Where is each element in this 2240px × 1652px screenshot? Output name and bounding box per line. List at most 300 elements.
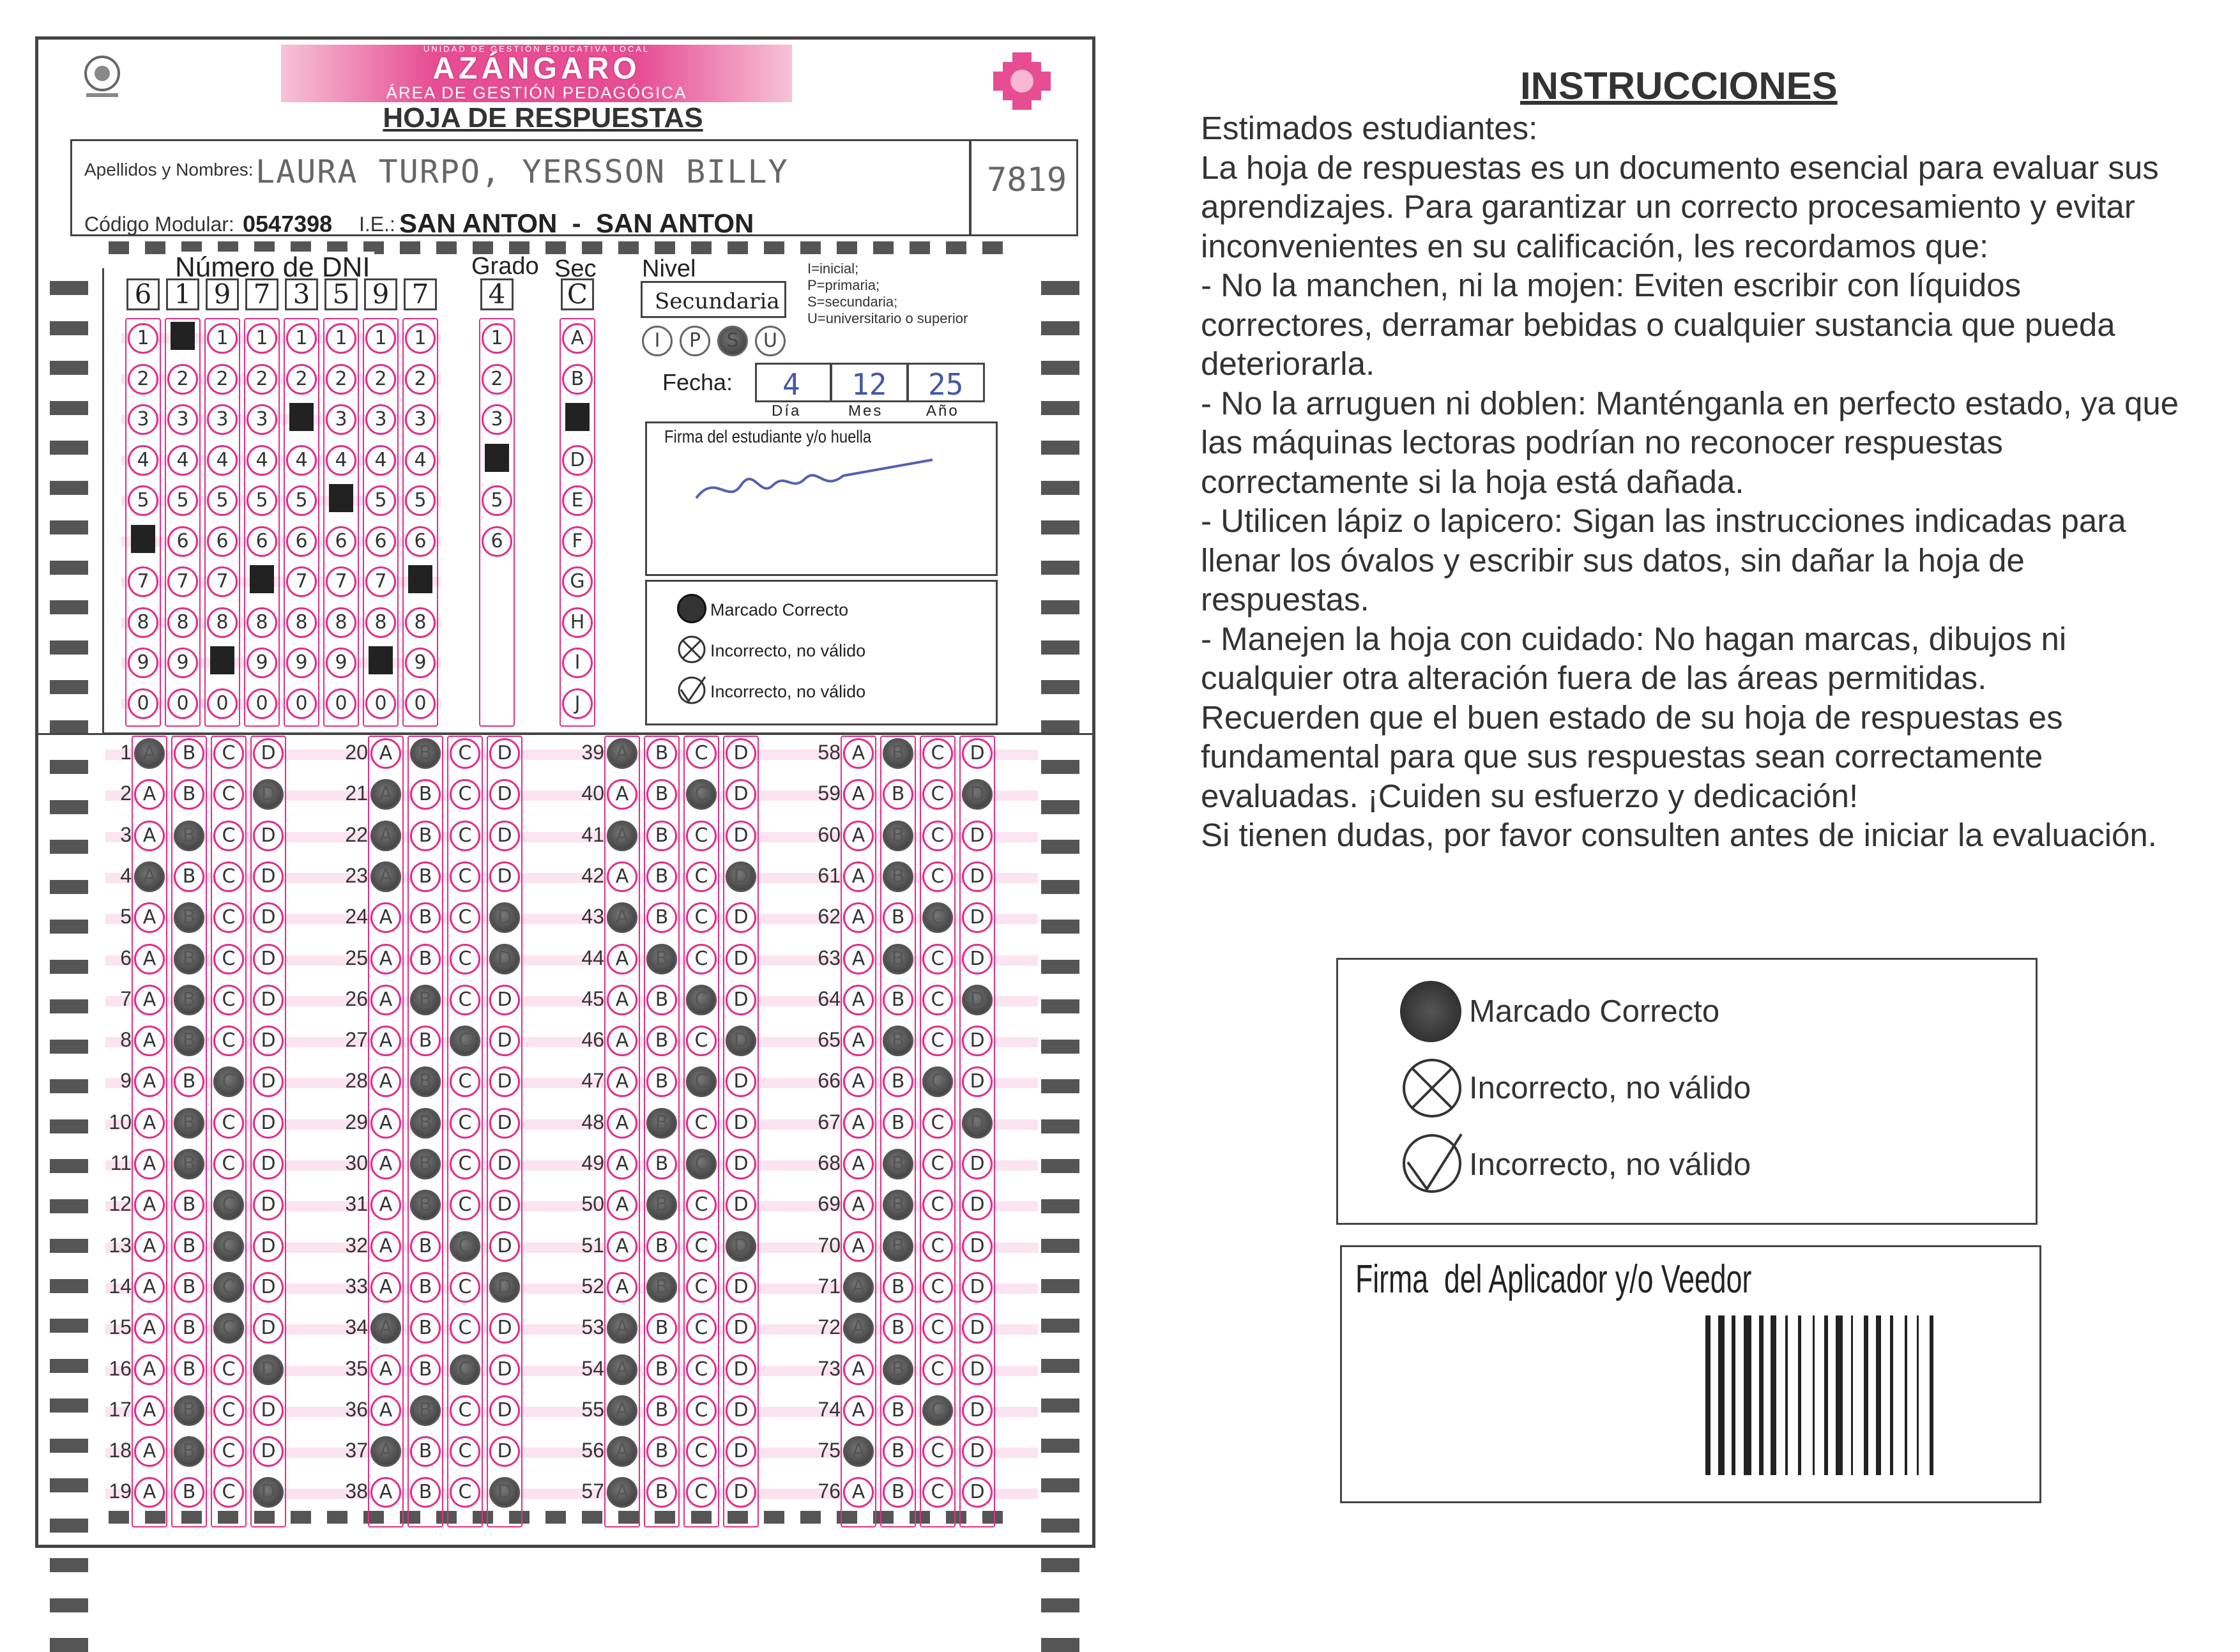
answer-bubble[interactable]: C bbox=[686, 1149, 717, 1179]
answer-bubble[interactable]: B bbox=[410, 1395, 441, 1426]
answer-bubble[interactable]: B bbox=[174, 902, 204, 933]
dni-bubble[interactable]: 9 bbox=[167, 648, 198, 678]
answer-bubble[interactable]: D bbox=[962, 1190, 993, 1220]
dni-bubble[interactable]: 0 bbox=[167, 688, 198, 719]
answer-bubble[interactable]: A bbox=[607, 821, 637, 851]
answer-bubble[interactable]: C bbox=[922, 1395, 953, 1426]
answer-bubble[interactable]: B bbox=[174, 1477, 204, 1508]
answer-bubble[interactable]: A bbox=[134, 985, 165, 1015]
answer-bubble[interactable]: B bbox=[174, 1231, 204, 1262]
answer-bubble[interactable]: D bbox=[489, 1149, 520, 1179]
answer-bubble[interactable]: C bbox=[213, 1190, 244, 1220]
answer-bubble[interactable]: B bbox=[410, 1149, 441, 1179]
answer-bubble[interactable]: B bbox=[174, 1108, 204, 1139]
dni-bubble[interactable]: 4 bbox=[405, 445, 436, 476]
answer-bubble[interactable]: D bbox=[962, 1272, 993, 1303]
answer-bubble[interactable]: C bbox=[450, 861, 480, 892]
sec-digit-box[interactable]: C bbox=[561, 278, 594, 310]
dni-bubble[interactable]: 7 bbox=[167, 566, 198, 597]
answer-bubble[interactable]: A bbox=[607, 738, 637, 769]
answer-bubble[interactable]: C bbox=[450, 821, 480, 851]
answer-bubble[interactable]: B bbox=[646, 1066, 677, 1097]
grado-digit-box[interactable]: 4 bbox=[480, 278, 514, 310]
answer-bubble[interactable]: B bbox=[410, 1231, 441, 1262]
dni-digit-box[interactable]: 9 bbox=[206, 278, 239, 310]
dni-bubble[interactable]: 4 bbox=[365, 445, 396, 476]
answer-bubble[interactable]: C bbox=[213, 1477, 244, 1508]
answer-bubble[interactable]: D bbox=[489, 861, 520, 892]
answer-bubble[interactable]: B bbox=[174, 821, 204, 851]
answer-bubble[interactable]: A bbox=[843, 779, 874, 810]
answer-bubble[interactable]: C bbox=[213, 1272, 244, 1303]
answer-bubble[interactable]: A bbox=[843, 1190, 874, 1220]
answer-bubble[interactable]: A bbox=[843, 1149, 874, 1179]
answer-bubble[interactable]: A bbox=[607, 1108, 637, 1139]
answer-bubble[interactable]: A bbox=[607, 1436, 637, 1467]
names-value[interactable]: LAURA TURPO, YERSSON BILLY bbox=[255, 153, 789, 190]
answer-bubble[interactable]: B bbox=[646, 902, 677, 933]
answer-bubble[interactable]: B bbox=[883, 1395, 913, 1426]
answer-bubble[interactable]: D bbox=[962, 1108, 993, 1139]
dni-bubble[interactable]: 2 bbox=[405, 364, 436, 395]
dni-mark[interactable] bbox=[329, 484, 353, 512]
answer-bubble[interactable]: C bbox=[213, 1231, 244, 1262]
dni-bubble[interactable]: 1 bbox=[326, 323, 356, 354]
dni-bubble[interactable]: 2 bbox=[286, 364, 317, 395]
answer-bubble[interactable]: D bbox=[253, 944, 284, 974]
answer-bubble[interactable]: D bbox=[726, 985, 756, 1015]
answer-bubble[interactable]: D bbox=[726, 1395, 756, 1426]
answer-bubble[interactable]: C bbox=[213, 1313, 244, 1344]
answer-bubble[interactable]: B bbox=[883, 861, 913, 892]
answer-bubble[interactable]: B bbox=[410, 1354, 441, 1385]
answer-bubble[interactable]: A bbox=[843, 1313, 874, 1344]
answer-bubble[interactable]: D bbox=[962, 779, 993, 810]
answer-bubble[interactable]: B bbox=[410, 1066, 441, 1097]
dni-bubble[interactable]: 5 bbox=[405, 485, 436, 516]
dni-bubble[interactable]: 4 bbox=[128, 445, 158, 476]
sec-bubble[interactable]: F bbox=[562, 526, 593, 557]
dni-bubble[interactable]: 2 bbox=[207, 364, 238, 395]
sec-bubble[interactable]: E bbox=[562, 485, 593, 516]
dni-mark[interactable] bbox=[289, 403, 314, 431]
answer-bubble[interactable]: C bbox=[686, 1395, 717, 1426]
answer-bubble[interactable]: C bbox=[686, 738, 717, 769]
answer-bubble[interactable]: A bbox=[134, 1354, 165, 1385]
answer-bubble[interactable]: B bbox=[883, 1477, 913, 1508]
answer-bubble[interactable]: D bbox=[962, 1313, 993, 1344]
dni-bubble[interactable]: 0 bbox=[286, 688, 317, 719]
answer-bubble[interactable]: C bbox=[922, 1231, 953, 1262]
answer-bubble[interactable]: A bbox=[134, 738, 165, 769]
answer-bubble[interactable]: D bbox=[253, 1149, 284, 1179]
dni-bubble[interactable]: 8 bbox=[247, 607, 277, 638]
answer-bubble[interactable]: A bbox=[607, 1026, 637, 1056]
dni-bubble[interactable]: 6 bbox=[286, 526, 317, 557]
answer-bubble[interactable]: A bbox=[134, 1436, 165, 1467]
answer-bubble[interactable]: C bbox=[686, 1272, 717, 1303]
answer-bubble[interactable]: D bbox=[726, 1108, 756, 1139]
answer-bubble[interactable]: A bbox=[607, 1272, 637, 1303]
answer-bubble[interactable]: A bbox=[370, 1149, 401, 1179]
dni-bubble[interactable]: 2 bbox=[167, 364, 198, 395]
answer-bubble[interactable]: A bbox=[134, 1190, 165, 1220]
answer-bubble[interactable]: A bbox=[843, 821, 874, 851]
dni-bubble[interactable]: 9 bbox=[128, 648, 158, 678]
answer-bubble[interactable]: A bbox=[607, 1477, 637, 1508]
dni-bubble[interactable]: 1 bbox=[286, 323, 317, 354]
answer-bubble[interactable]: D bbox=[726, 861, 756, 892]
answer-bubble[interactable]: D bbox=[489, 944, 520, 974]
answer-bubble[interactable]: A bbox=[607, 1313, 637, 1344]
dni-bubble[interactable]: 7 bbox=[326, 566, 356, 597]
answer-bubble[interactable]: C bbox=[213, 1108, 244, 1139]
dni-bubble[interactable]: 3 bbox=[247, 404, 277, 435]
answer-bubble[interactable]: B bbox=[646, 1395, 677, 1426]
answer-bubble[interactable]: B bbox=[410, 738, 441, 769]
answer-bubble[interactable]: B bbox=[883, 985, 913, 1015]
answer-bubble[interactable]: C bbox=[450, 902, 480, 933]
answer-bubble[interactable]: C bbox=[922, 944, 953, 974]
answer-bubble[interactable]: C bbox=[450, 1026, 480, 1056]
answer-bubble[interactable]: B bbox=[646, 985, 677, 1015]
answer-bubble[interactable]: A bbox=[370, 1436, 401, 1467]
dni-bubble[interactable]: 6 bbox=[247, 526, 277, 557]
answer-bubble[interactable]: C bbox=[922, 1436, 953, 1467]
answer-bubble[interactable]: C bbox=[922, 985, 953, 1015]
dni-mark[interactable] bbox=[171, 322, 195, 350]
dni-bubble[interactable]: 3 bbox=[405, 404, 436, 435]
dni-bubble[interactable]: 3 bbox=[207, 404, 238, 435]
answer-bubble[interactable]: C bbox=[450, 985, 480, 1015]
answer-bubble[interactable]: A bbox=[370, 1395, 401, 1426]
answer-bubble[interactable]: C bbox=[686, 1108, 717, 1139]
answer-bubble[interactable]: C bbox=[922, 1108, 953, 1139]
dni-bubble[interactable]: 3 bbox=[167, 404, 198, 435]
dni-mark[interactable] bbox=[210, 646, 234, 674]
dni-bubble[interactable]: 1 bbox=[405, 323, 436, 354]
answer-bubble[interactable]: D bbox=[489, 738, 520, 769]
answer-bubble[interactable]: C bbox=[213, 944, 244, 974]
answer-bubble[interactable]: D bbox=[489, 1436, 520, 1467]
dni-bubble[interactable]: 3 bbox=[326, 404, 356, 435]
answer-bubble[interactable]: B bbox=[883, 1066, 913, 1097]
answer-bubble[interactable]: A bbox=[607, 944, 637, 974]
answer-bubble[interactable]: C bbox=[213, 779, 244, 810]
answer-bubble[interactable]: A bbox=[843, 944, 874, 974]
sec-bubble[interactable]: I bbox=[562, 648, 593, 678]
answer-bubble[interactable]: B bbox=[646, 1108, 677, 1139]
dni-bubble[interactable]: 2 bbox=[326, 364, 356, 395]
answer-bubble[interactable]: A bbox=[134, 1272, 165, 1303]
answer-bubble[interactable]: D bbox=[489, 1190, 520, 1220]
answer-bubble[interactable]: D bbox=[962, 1354, 993, 1385]
answer-bubble[interactable]: C bbox=[922, 821, 953, 851]
answer-bubble[interactable]: D bbox=[962, 902, 993, 933]
answer-bubble[interactable]: B bbox=[410, 1108, 441, 1139]
answer-bubble[interactable]: D bbox=[489, 821, 520, 851]
answer-bubble[interactable]: D bbox=[489, 1477, 520, 1508]
answer-bubble[interactable]: D bbox=[489, 1313, 520, 1344]
dni-bubble[interactable]: 6 bbox=[167, 526, 198, 557]
answer-bubble[interactable]: C bbox=[213, 1354, 244, 1385]
dni-bubble[interactable]: 4 bbox=[167, 445, 198, 476]
answer-bubble[interactable]: A bbox=[370, 944, 401, 974]
answer-bubble[interactable]: D bbox=[962, 1231, 993, 1262]
answer-bubble[interactable]: C bbox=[450, 1066, 480, 1097]
answer-bubble[interactable]: A bbox=[134, 1026, 165, 1056]
answer-bubble[interactable]: A bbox=[843, 1231, 874, 1262]
dni-digit-box[interactable]: 1 bbox=[166, 278, 199, 310]
dni-digit-box[interactable]: 7 bbox=[245, 278, 278, 310]
answer-bubble[interactable]: B bbox=[883, 902, 913, 933]
answer-bubble[interactable]: A bbox=[843, 1026, 874, 1056]
answer-bubble[interactable]: A bbox=[370, 1477, 401, 1508]
answer-bubble[interactable]: C bbox=[922, 1066, 953, 1097]
answer-bubble[interactable]: A bbox=[607, 985, 637, 1015]
answer-bubble[interactable]: B bbox=[646, 1313, 677, 1344]
sec-bubble[interactable]: B bbox=[562, 364, 593, 395]
answer-bubble[interactable]: D bbox=[962, 1477, 993, 1508]
dni-digit-box[interactable]: 3 bbox=[285, 278, 318, 310]
answer-bubble[interactable]: D bbox=[253, 738, 284, 769]
answer-bubble[interactable]: D bbox=[253, 861, 284, 892]
answer-bubble[interactable]: A bbox=[843, 985, 874, 1015]
answer-bubble[interactable]: D bbox=[489, 985, 520, 1015]
answer-bubble[interactable]: C bbox=[686, 985, 717, 1015]
answer-bubble[interactable]: B bbox=[410, 944, 441, 974]
answer-bubble[interactable]: D bbox=[489, 1354, 520, 1385]
answer-bubble[interactable]: C bbox=[686, 1436, 717, 1467]
dni-bubble[interactable]: 4 bbox=[286, 445, 317, 476]
answer-bubble[interactable]: D bbox=[962, 1026, 993, 1056]
dni-bubble[interactable]: 7 bbox=[286, 566, 317, 597]
answer-bubble[interactable]: D bbox=[726, 1026, 756, 1056]
dni-bubble[interactable]: 6 bbox=[207, 526, 238, 557]
nivel-bubble[interactable]: P bbox=[680, 326, 710, 356]
answer-bubble[interactable]: C bbox=[922, 1026, 953, 1056]
fecha-dia-box[interactable] bbox=[755, 363, 832, 402]
answer-bubble[interactable]: B bbox=[174, 738, 204, 769]
answer-bubble[interactable]: B bbox=[646, 1026, 677, 1056]
answer-bubble[interactable]: D bbox=[253, 1436, 284, 1467]
dni-bubble[interactable]: 8 bbox=[207, 607, 238, 638]
answer-bubble[interactable]: B bbox=[646, 821, 677, 851]
dni-bubble[interactable]: 9 bbox=[405, 648, 436, 678]
answer-bubble[interactable]: D bbox=[253, 1354, 284, 1385]
answer-bubble[interactable]: A bbox=[370, 985, 401, 1015]
answer-bubble[interactable]: C bbox=[213, 1066, 244, 1097]
dni-digit-box[interactable]: 7 bbox=[404, 278, 437, 310]
answer-bubble[interactable]: B bbox=[646, 1149, 677, 1179]
answer-bubble[interactable]: A bbox=[370, 1231, 401, 1262]
answer-bubble[interactable]: D bbox=[962, 1066, 993, 1097]
answer-bubble[interactable]: C bbox=[686, 861, 717, 892]
answer-bubble[interactable]: A bbox=[607, 1395, 637, 1426]
answer-bubble[interactable]: B bbox=[410, 1272, 441, 1303]
dni-bubble[interactable]: 3 bbox=[128, 404, 158, 435]
answer-bubble[interactable]: C bbox=[450, 1272, 480, 1303]
answer-bubble[interactable]: D bbox=[962, 1436, 993, 1467]
answer-bubble[interactable]: B bbox=[410, 1313, 441, 1344]
answer-bubble[interactable]: A bbox=[607, 1149, 637, 1179]
answer-bubble[interactable]: A bbox=[370, 1026, 401, 1056]
answer-bubble[interactable]: D bbox=[253, 1066, 284, 1097]
answer-bubble[interactable]: D bbox=[489, 1231, 520, 1262]
dni-digit-box[interactable]: 9 bbox=[364, 278, 397, 310]
answer-bubble[interactable]: B bbox=[174, 779, 204, 810]
answer-bubble[interactable]: D bbox=[962, 1149, 993, 1179]
answer-bubble[interactable]: B bbox=[883, 1231, 913, 1262]
answer-bubble[interactable]: A bbox=[370, 1190, 401, 1220]
answer-bubble[interactable]: B bbox=[646, 1354, 677, 1385]
grado-bubble[interactable]: 6 bbox=[482, 526, 512, 557]
answer-bubble[interactable]: C bbox=[213, 1436, 244, 1467]
dni-bubble[interactable]: 0 bbox=[247, 688, 277, 719]
answer-bubble[interactable]: C bbox=[686, 902, 717, 933]
answer-bubble[interactable]: C bbox=[450, 944, 480, 974]
answer-bubble[interactable]: B bbox=[410, 1477, 441, 1508]
dni-bubble[interactable]: 4 bbox=[326, 445, 356, 476]
dni-bubble[interactable]: 5 bbox=[247, 485, 277, 516]
answer-bubble[interactable]: D bbox=[726, 902, 756, 933]
answer-bubble[interactable]: B bbox=[174, 985, 204, 1015]
answer-bubble[interactable]: D bbox=[253, 1190, 284, 1220]
answer-bubble[interactable]: A bbox=[134, 902, 165, 933]
answer-bubble[interactable]: C bbox=[922, 1149, 953, 1179]
answer-bubble[interactable]: C bbox=[686, 1066, 717, 1097]
answer-bubble[interactable]: B bbox=[883, 944, 913, 974]
answer-bubble[interactable]: C bbox=[686, 1477, 717, 1508]
answer-bubble[interactable]: A bbox=[134, 1066, 165, 1097]
answer-bubble[interactable]: A bbox=[370, 1066, 401, 1097]
answer-bubble[interactable]: D bbox=[726, 1313, 756, 1344]
grado-bubble[interactable]: 2 bbox=[482, 364, 512, 395]
answer-bubble[interactable]: C bbox=[213, 1026, 244, 1056]
answer-bubble[interactable]: A bbox=[370, 1354, 401, 1385]
dni-bubble[interactable]: 8 bbox=[167, 607, 198, 638]
answer-bubble[interactable]: A bbox=[843, 861, 874, 892]
answer-bubble[interactable]: D bbox=[253, 821, 284, 851]
answer-bubble[interactable]: A bbox=[607, 902, 637, 933]
fecha-anio-box[interactable] bbox=[907, 363, 985, 402]
answer-bubble[interactable]: D bbox=[253, 1395, 284, 1426]
answer-bubble[interactable]: C bbox=[213, 821, 244, 851]
dni-mark[interactable] bbox=[250, 565, 274, 593]
answer-bubble[interactable]: D bbox=[253, 1026, 284, 1056]
answer-bubble[interactable]: D bbox=[253, 1477, 284, 1508]
grado-bubble[interactable]: 3 bbox=[482, 404, 512, 435]
dni-bubble[interactable]: 9 bbox=[326, 648, 356, 678]
dni-bubble[interactable]: 8 bbox=[405, 607, 436, 638]
dni-bubble[interactable]: 4 bbox=[207, 445, 238, 476]
answer-bubble[interactable]: C bbox=[922, 1272, 953, 1303]
answer-bubble[interactable]: B bbox=[646, 861, 677, 892]
dni-bubble[interactable]: 5 bbox=[207, 485, 238, 516]
answer-bubble[interactable]: C bbox=[450, 1149, 480, 1179]
answer-bubble[interactable]: B bbox=[646, 779, 677, 810]
sec-bubble[interactable]: J bbox=[562, 688, 593, 719]
answer-bubble[interactable]: D bbox=[726, 1190, 756, 1220]
answer-bubble[interactable]: B bbox=[883, 821, 913, 851]
sec-bubble[interactable]: H bbox=[562, 607, 593, 638]
answer-bubble[interactable]: A bbox=[843, 1477, 874, 1508]
answer-bubble[interactable]: D bbox=[489, 902, 520, 933]
answer-bubble[interactable]: D bbox=[253, 1272, 284, 1303]
answer-bubble[interactable]: A bbox=[843, 1066, 874, 1097]
answer-bubble[interactable]: A bbox=[134, 821, 165, 851]
answer-bubble[interactable]: A bbox=[607, 861, 637, 892]
answer-bubble[interactable]: C bbox=[922, 861, 953, 892]
answer-bubble[interactable]: B bbox=[410, 1436, 441, 1467]
answer-bubble[interactable]: C bbox=[450, 738, 480, 769]
answer-bubble[interactable]: D bbox=[726, 944, 756, 974]
dni-bubble[interactable]: 2 bbox=[365, 364, 396, 395]
dni-bubble[interactable]: 8 bbox=[326, 607, 356, 638]
answer-bubble[interactable]: D bbox=[253, 1108, 284, 1139]
answer-bubble[interactable]: C bbox=[450, 1108, 480, 1139]
dni-bubble[interactable]: 3 bbox=[365, 404, 396, 435]
answer-bubble[interactable]: C bbox=[213, 985, 244, 1015]
answer-bubble[interactable]: D bbox=[253, 1231, 284, 1262]
answer-bubble[interactable]: B bbox=[174, 1066, 204, 1097]
dni-digit-box[interactable]: 5 bbox=[324, 278, 358, 310]
dni-bubble[interactable]: 2 bbox=[128, 364, 158, 395]
grado-mark[interactable] bbox=[485, 444, 509, 472]
dni-bubble[interactable]: 8 bbox=[128, 607, 158, 638]
answer-bubble[interactable]: A bbox=[134, 1477, 165, 1508]
dni-bubble[interactable]: 7 bbox=[128, 566, 158, 597]
dni-bubble[interactable]: 9 bbox=[286, 648, 317, 678]
dni-bubble[interactable]: 1 bbox=[247, 323, 277, 354]
answer-bubble[interactable]: A bbox=[370, 821, 401, 851]
answer-bubble[interactable]: B bbox=[410, 1190, 441, 1220]
answer-bubble[interactable]: B bbox=[174, 944, 204, 974]
dni-digit-box[interactable]: 6 bbox=[126, 278, 160, 310]
answer-bubble[interactable]: C bbox=[686, 1026, 717, 1056]
answer-bubble[interactable]: B bbox=[174, 1313, 204, 1344]
answer-bubble[interactable]: B bbox=[883, 1272, 913, 1303]
answer-bubble[interactable]: B bbox=[174, 1436, 204, 1467]
answer-bubble[interactable]: D bbox=[253, 985, 284, 1015]
dni-mark[interactable] bbox=[408, 565, 432, 593]
answer-bubble[interactable]: D bbox=[253, 1313, 284, 1344]
answer-bubble[interactable]: A bbox=[843, 1395, 874, 1426]
answer-bubble[interactable]: B bbox=[883, 1108, 913, 1139]
dni-bubble[interactable]: 1 bbox=[128, 323, 158, 354]
answer-bubble[interactable]: B bbox=[883, 738, 913, 769]
answer-bubble[interactable]: D bbox=[726, 1149, 756, 1179]
answer-bubble[interactable]: B bbox=[410, 861, 441, 892]
answer-bubble[interactable]: B bbox=[646, 1436, 677, 1467]
answer-bubble[interactable]: C bbox=[450, 1395, 480, 1426]
answer-bubble[interactable]: A bbox=[607, 1066, 637, 1097]
answer-bubble[interactable]: D bbox=[962, 821, 993, 851]
answer-bubble[interactable]: A bbox=[134, 1108, 165, 1139]
dni-bubble[interactable]: 1 bbox=[207, 323, 238, 354]
nivel-bubble[interactable]: I bbox=[642, 326, 673, 356]
answer-bubble[interactable]: C bbox=[686, 779, 717, 810]
sec-mark[interactable] bbox=[565, 403, 590, 431]
dni-bubble[interactable]: 8 bbox=[286, 607, 317, 638]
answer-bubble[interactable]: D bbox=[489, 1026, 520, 1056]
answer-bubble[interactable]: B bbox=[174, 1026, 204, 1056]
answer-bubble[interactable]: D bbox=[726, 1436, 756, 1467]
answer-bubble[interactable]: B bbox=[174, 1272, 204, 1303]
answer-bubble[interactable]: A bbox=[370, 1313, 401, 1344]
dni-bubble[interactable]: 5 bbox=[365, 485, 396, 516]
answer-bubble[interactable]: D bbox=[726, 1477, 756, 1508]
